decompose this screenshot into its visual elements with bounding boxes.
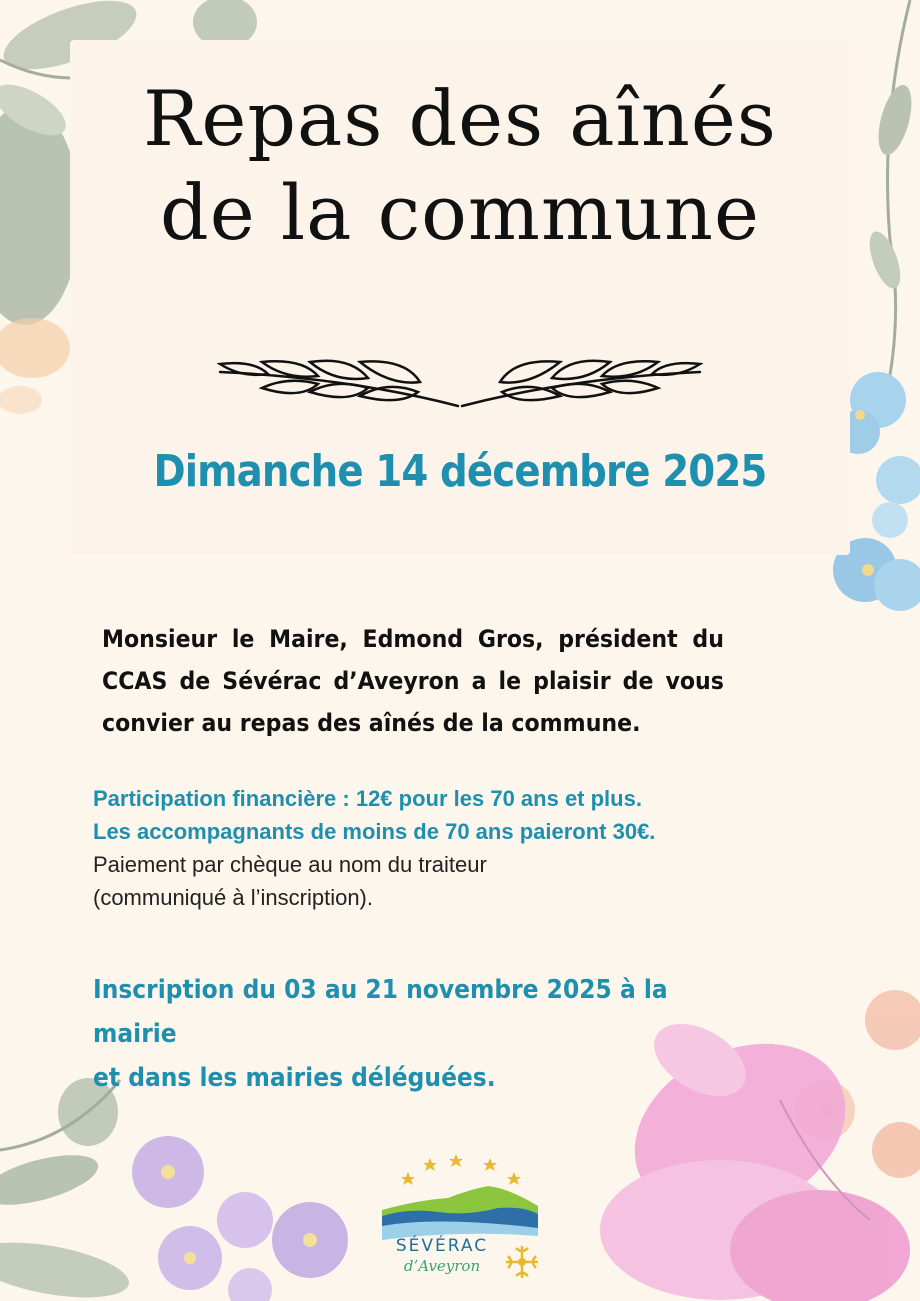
inscription-line-1: Inscription du 03 au 21 novembre 2025 à la mairie bbox=[93, 975, 668, 1049]
event-date: Dimanche 14 décembre 2025 bbox=[153, 446, 767, 497]
page-title bbox=[0, 72, 920, 260]
inscription-line-2: et dans les mairies déléguées. bbox=[93, 1063, 496, 1093]
price-line-1: Participation financière : 12€ pour les 70 ans et plus. bbox=[93, 786, 642, 811]
laurel-divider-icon bbox=[210, 348, 710, 420]
petal-decoration-left bbox=[0, 318, 70, 414]
intro-text: Monsieur le Maire, Edmond Gros, président du CCAS de Sévérac d’Aveyron a le plaisir de vous convier au repas des aînés de la commune. bbox=[102, 625, 724, 737]
star-icon bbox=[401, 1154, 521, 1185]
title-line-2: de la commune bbox=[160, 168, 760, 257]
leaf-decoration-bottom-left bbox=[0, 1078, 133, 1301]
payment-line-1: Paiement par chèque au nom du traiteur bbox=[93, 852, 487, 877]
logo-name: SÉVÉRAC bbox=[395, 1236, 489, 1256]
inscription-info bbox=[93, 968, 741, 1100]
occitan-cross-icon bbox=[506, 1246, 538, 1278]
logo-subtitle: d’Aveyron bbox=[403, 1257, 481, 1275]
title-line-1: Repas des aînés bbox=[143, 74, 777, 163]
payment-line-2: (communiqué à l’inscription). bbox=[93, 885, 373, 910]
purple-flowers-bottom-left bbox=[132, 1136, 348, 1301]
price-info bbox=[93, 782, 853, 914]
price-line-2: Les accompagnants de moins de 70 ans paieront 30€. bbox=[93, 819, 656, 844]
